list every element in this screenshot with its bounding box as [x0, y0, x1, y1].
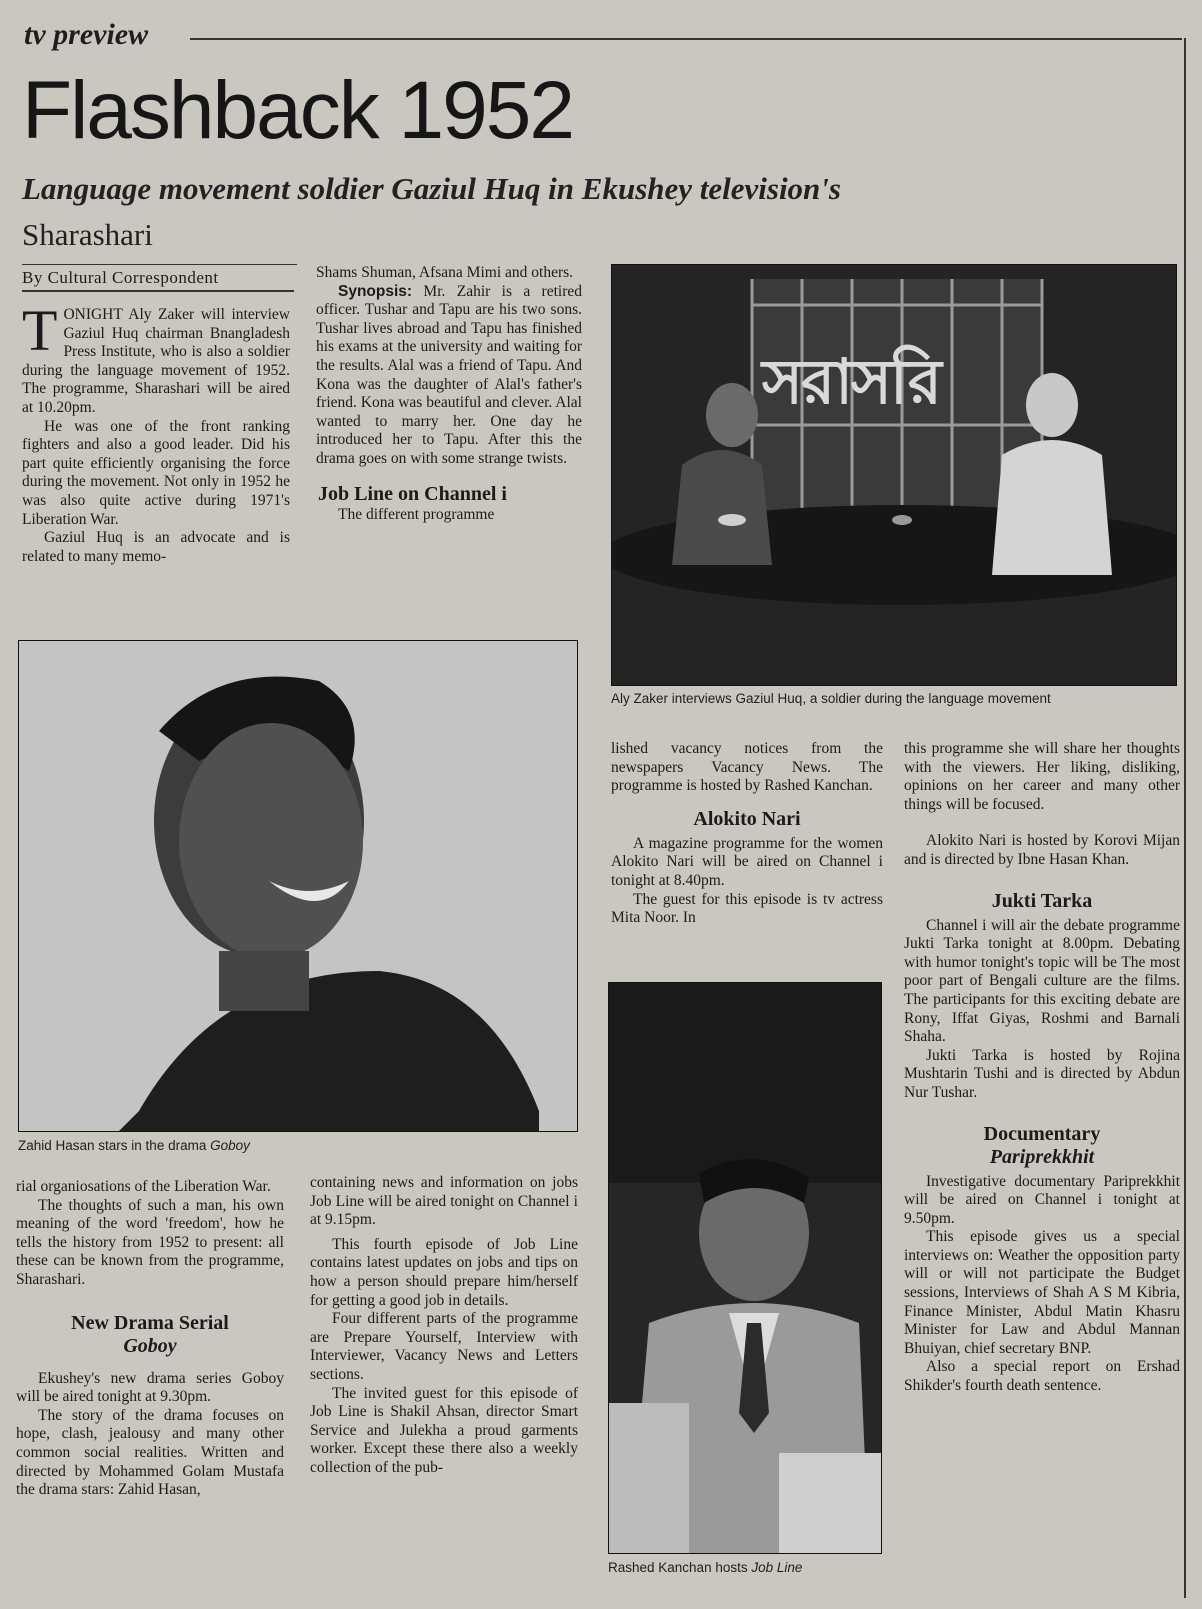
caption-sharashari: Aly Zaker interviews Gaziul Huq, a soldier during the language movement [611, 691, 1051, 706]
paragraph: Shams Shuman, Afsana Mimi and others. [316, 264, 574, 281]
studio-scene [612, 265, 1176, 685]
paragraph: containing news and information on jobs Job Line will be aired tonight on Channel i at 9.15pm. [310, 1174, 578, 1229]
portrait-rashed [609, 983, 881, 1553]
drop-cap: T [22, 298, 58, 363]
kicker-rule [190, 38, 1182, 40]
paragraph: He was one of the front ranking fighters and also a good leader. Did his part quite efficiently organising the force during the movement. Not only in 1952 he was also quite active during 1971's Liberation War. [22, 417, 290, 528]
documentary-heading [904, 1123, 1180, 1169]
paragraph: Also a special report on Ershad Shikder's fourth death sentence. [904, 1358, 1180, 1395]
column-1-bottom [16, 1178, 284, 1500]
caption-zahid [18, 1138, 438, 1154]
paragraph: Ekushey's new drama series Goboy will be aired tonight at 9.30pm. [16, 1369, 284, 1406]
photo-zahid-hasan [18, 640, 578, 1132]
photo-rashed-kanchan [608, 982, 882, 1554]
paragraph: The thoughts of such a man, his own meaning of the word 'freedom', how he tells the history from 1952 to present: all these can be known from the programme, Sharashari. [16, 1196, 284, 1288]
subheadline [22, 166, 882, 258]
intro-text: ONIGHT Aly Zaker will interview Gaziul Huq chairman Bnangladesh Press Institute, who is also a soldier during the language movement of 1952. The programme, Sharashari will be aired at 10.20pm. [22, 306, 290, 416]
synopsis-paragraph [316, 283, 582, 469]
column-4 [904, 740, 1180, 1396]
headline: Flashback 1952 [22, 65, 573, 156]
right-border-rule [1184, 38, 1186, 1598]
goboy-heading-line1: New Drama Serial [71, 1311, 229, 1334]
paragraph: The different programme [338, 505, 495, 523]
subheadline-title: Sharashari [22, 217, 153, 252]
byline-rule [22, 264, 297, 265]
caption-rashed-show: Job Line [751, 1560, 803, 1575]
documentary-heading-line1: Documentary [983, 1122, 1101, 1145]
byline: By Cultural Correspondent [22, 268, 294, 292]
section-kicker: tv preview [24, 18, 149, 51]
paragraph: The story of the drama focuses on hope, clash, jealousy and many other common social realities. Written and directed by Mohammed Golam Mustafa the drama stars: Zahid Hasan, [16, 1406, 284, 1499]
intro-paragraph [22, 298, 290, 418]
paragraph: Four different parts of the programme are Prepare Yourself, Interview with Interviewer, Vacancy News and Letters sections. [310, 1310, 578, 1383]
documentary-heading-line2: Pariprekkhit [989, 1145, 1095, 1168]
column-3 [611, 740, 883, 928]
paragraph: Jukti Tarka is hosted by Rojina Mushtarin Tushi and is directed by Abdun Nur Tushar. [904, 1046, 1180, 1101]
synopsis-label: Synopsis: [338, 282, 413, 300]
jukti-tarka-heading: Jukti Tarka [991, 889, 1093, 912]
alokito-nari-heading: Alokito Nari [693, 807, 801, 830]
paragraph: lished vacancy notices from the newspapers Vacancy News. The programme is hosted by Rashed Kanchan. [611, 740, 883, 795]
caption-zahid-text: Zahid Hasan stars in the drama [18, 1138, 207, 1153]
subheadline-italic: Language movement soldier Gaziul Huq in Ekushey television's [22, 171, 841, 206]
paragraph: The guest for this episode is tv actress Mita Noor. In [611, 890, 883, 927]
goboy-heading-line2: Goboy [123, 1334, 177, 1357]
column-2-top [316, 264, 582, 524]
caption-rashed [608, 1560, 888, 1576]
paragraph: rial organiosations of the Liberation War. [16, 1178, 271, 1195]
sharashari-sign: সরাসরি [762, 345, 940, 418]
paragraph: This fourth episode of Job Line contains latest updates on jobs and tips on how a person should prepare him/herself for getting a good job in details. [310, 1235, 578, 1309]
portrait-zahid [19, 641, 577, 1131]
jobline-heading: Job Line on Channel i [318, 482, 507, 505]
caption-rashed-text: Rashed Kanchan hosts [608, 1560, 748, 1575]
caption-zahid-show: Goboy [210, 1138, 250, 1153]
paragraph: This episode gives us a special interviews on: Weather the opposition party will or will not participate the Budget sessions, Interviews of Shah A S M Kibria, Finance Minister, Abdul Matin Khasru Minister for Law and Abdul Mannan Bhuiyan, chief secretary BNP. [904, 1228, 1180, 1357]
photo-sharashari-studio [611, 264, 1177, 686]
goboy-heading [16, 1312, 284, 1358]
paragraph: A magazine programme for the women Alokito Nari will be aired on Channel i tonight at 8.40pm. [611, 834, 883, 889]
paragraph: Gaziul Huq is an advocate and is related to many memo- [22, 529, 290, 565]
paragraph: The invited guest for this episode of Job Line is Shakil Ahsan, director Smart Service and Julekha a proud garments worker. Except these there also a weekly collection of the pub- [310, 1384, 578, 1476]
column-2-bottom [310, 1174, 578, 1478]
paragraph: Investigative documentary Pariprekkhit will be aired on Channel i tonight at 9.50pm. [904, 1172, 1180, 1227]
paragraph: Alokito Nari is hosted by Korovi Mijan and is directed by Ibne Hasan Khan. [904, 832, 1180, 868]
paragraph: this programme she will share her thoughts with the viewers. Her liking, disliking, opinions on her career and many other things will be focused. [904, 740, 1180, 813]
column-1-top [22, 298, 290, 566]
paragraph: Channel i will air the debate programme Jukti Tarka tonight at 8.00pm. Debating with humor tonight's topic will be The most poor part of Bengali culture are the films. The participants for this exciting debate are Rony, Iffat Giyas, Roshmi and Barnali Shaha. [904, 916, 1180, 1046]
synopsis-text: Mr. Zahir is a retired officer. Tushar and Tapu are his two sons. Tushar lives abroad and Tapu has finished his exams at the university and waiting for the results. Alal was a friend of Tapu. And Kona was the daughter of Alal's father's friend. Kona was beautiful and clever. Alal wanted to marry her. One day he introduced her to Tapu. After this the drama goes on with some strange twists. [316, 282, 582, 467]
